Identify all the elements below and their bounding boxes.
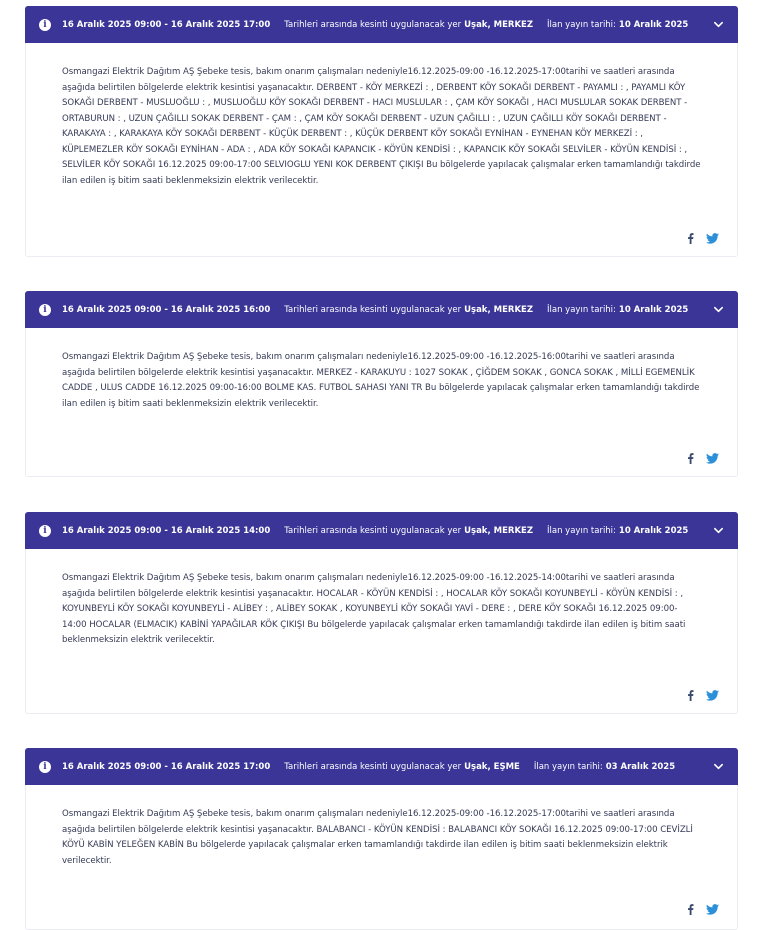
- notice-body: Osmangazi Elektrik Dağıtım AŞ Şebeke tesis, bakım onarım çalışmaları nedeniyle16.12.2025-09:00 -16.12.2025-16:00tarihi ve saatleri arasında aşağıda belirtilen bölgelerde elektrik kesintisi yaşanacaktır. MERKEZ - KARAKUYU : 1027 SOKAK , ÇİĞDEM SOKAK , GONCA SOKAK , MİLLİ EGEMENLİK CADDE , ULUS CADDE 16.12.2025 09:00-16:00 BOLME KAS. FUTBOL SAHASI YANI TR Bu bölgelerde yapılacak çalışmalar erken tamamlandığı takdirde ilan edilen iş bitim saati beklenmeksizin elektrik verilecektir.: [62, 352, 700, 409]
- info-icon: i: [39, 304, 51, 316]
- chevron-down-icon[interactable]: [713, 761, 724, 772]
- publish-label: İlan yayın tarihi:: [547, 304, 616, 315]
- notice-header[interactable]: [25, 291, 738, 328]
- location-text: Tarihleri arasında kesinti uygulanacak yer: [284, 304, 462, 315]
- share-buttons: [687, 690, 719, 701]
- outage-notice-card: [25, 748, 738, 930]
- location-text: Tarihleri arasında kesinti uygulanacak yer: [284, 525, 462, 536]
- facebook-icon[interactable]: [687, 904, 694, 915]
- share-buttons: [687, 233, 719, 244]
- publish-label: İlan yayın tarihi:: [547, 525, 616, 536]
- outage-notice-card: [25, 6, 738, 257]
- outage-notice-card: [25, 512, 738, 714]
- location: Uşak, MERKEZ: [464, 19, 534, 30]
- publish-date: 10 Aralık 2025: [618, 304, 689, 315]
- location: Uşak, MERKEZ: [464, 525, 534, 536]
- chevron-down-icon[interactable]: [713, 304, 724, 315]
- publish-label: İlan yayın tarihi:: [547, 19, 616, 30]
- facebook-icon[interactable]: [687, 233, 694, 244]
- share-buttons: [687, 904, 719, 915]
- facebook-icon[interactable]: [687, 690, 694, 701]
- publish-date: 10 Aralık 2025: [618, 19, 689, 30]
- notice-header[interactable]: [25, 512, 738, 549]
- date-range: 16 Aralık 2025 09:00 - 16 Aralık 2025 17:00: [62, 19, 271, 30]
- publish-label: İlan yayın tarihi:: [533, 761, 603, 772]
- twitter-icon[interactable]: [706, 233, 719, 244]
- publish-date: 10 Aralık 2025: [618, 525, 689, 536]
- chevron-down-icon[interactable]: [713, 19, 724, 30]
- share-buttons: [687, 453, 719, 464]
- chevron-down-icon[interactable]: [713, 525, 724, 536]
- notice-header[interactable]: [25, 6, 738, 43]
- info-icon: i: [39, 19, 51, 31]
- notice-header[interactable]: [25, 748, 738, 785]
- info-icon: i: [39, 761, 51, 773]
- twitter-icon[interactable]: [706, 904, 719, 915]
- location: Uşak, MERKEZ: [464, 304, 534, 315]
- notice-body: Osmangazi Elektrik Dağıtım AŞ Şebeke tesis, bakım onarım çalışmaları nedeniyle16.12.2025-09:00 -16.12.2025-17:00tarihi ve saatleri arasında aşağıda belirtilen bölgelerde elektrik kesintisi yaşanacaktır. DERBENT - KÖY MERKEZİ : , DERBENT KÖY SOKAĞI DERBENT - PAYAMLI : , PAYAMLI KÖY SOKAĞI DERBENT - MUSLUOĞLU : , MUSLUOĞLU KÖY SOKAĞI DERBENT - HACI MUSLULAR : , ÇAM KÖY SOKAĞI , HACI MUSLULAR SOKAK DERBENT - ORTABURUN : , UZUN ÇAĞILLI SOKAK DERBENT - ÇAM : , ÇAM KÖY SOKAĞI DERBENT - UZUN ÇAĞILLI : , UZUN ÇAĞILLI KÖY SOKAĞI DERBENT - KARAKAYA : , KARAKAYA KÖY SOKAĞI DERBENT - KÜÇÜK DERBENT : , KÜÇÜK DERBENT KÖY SOKAĞI EYNİHAN - EYNEHAN KÖY MERKEZİ : , KÜPLEMEZLER KÖY SOKAĞI EYNİHAN - ADA : , ADA KÖY SOKAĞI KAPANCIK - KÖYÜN KENDİSİ : , KAPANCIK KÖY SOKAĞI SELVİLER - KÖYÜN KENDİSİ : , SELVİLER KÖY SOKAĞI 16.12.2025 09:00-17:00 SELVIOGLU YENI KOK DERBENT ÇIKIŞI Bu bölgelerde yapılacak çalışmalar erken tamamlandığı takdirde ilan edilen iş bitim saati beklenmeksizin elektrik verilecektir.: [62, 67, 701, 186]
- date-range: 16 Aralık 2025 09:00 - 16 Aralık 2025 14:00: [62, 525, 271, 536]
- location-text: Tarihleri arasında kesinti uygulanacak yer: [284, 19, 462, 30]
- notice-body: Osmangazi Elektrik Dağıtım AŞ Şebeke tesis, bakım onarım çalışmaları nedeniyle16.12.2025-09:00 -16.12.2025-17:00tarihi ve saatleri arasında aşağıda belirtilen bölgelerde elektrik kesintisi yaşanacaktır. BALABANCI - KÖYÜN KENDİSİ : BALABANCI KÖY SOKAĞI 16.12.2025 09:00-17:00 CEVİZLİ KÖYÜ KABİN YELEĞEN KABİN Bu bölgelerde yapılacak çalışmalar erken tamamlandığı takdirde ilan edilen iş bitim saati beklenmeksizin elektrik verilecektir.: [62, 809, 693, 866]
- publish-date: 03 Aralık 2025: [605, 761, 676, 772]
- twitter-icon[interactable]: [706, 690, 719, 701]
- location-text: Tarihleri arasında kesinti uygulanacak yer: [284, 761, 462, 772]
- date-range: 16 Aralık 2025 09:00 - 16 Aralık 2025 16:00: [62, 304, 271, 315]
- location: Uşak, EŞME: [464, 761, 520, 772]
- facebook-icon[interactable]: [687, 453, 694, 464]
- date-range: 16 Aralık 2025 09:00 - 16 Aralık 2025 17:00: [62, 761, 271, 772]
- twitter-icon[interactable]: [706, 453, 719, 464]
- notice-body: Osmangazi Elektrik Dağıtım AŞ Şebeke tesis, bakım onarım çalışmaları nedeniyle16.12.2025-09:00 -16.12.2025-14:00tarihi ve saatleri arasında aşağıda belirtilen bölgelerde elektrik kesintisi yaşanacaktır. HOCALAR - KÖYÜN KENDİSİ : , HOCALAR KÖY SOKAĞI KOYUNBEYLİ - KÖYÜN KENDİSİ : , KOYUNBEYLİ KÖY SOKAĞI KOYUNBEYLİ - ALİBEY : , ALİBEY SOKAK , KOYUNBEYLİ KÖY SOKAĞI YAVİ - DERE : , DERE KÖY SOKAĞI 16.12.2025 09:00-14:00 HOCALAR (ELMACIK) KABİNİ YAPAĞILAR KÖK ÇIKIŞI Bu bölgelerde yapılacak çalışmalar erken tamamlandığı takdirde ilan edilen iş bitim saati beklenmeksizin elektrik verilecektir.: [62, 573, 686, 645]
- info-icon: i: [39, 525, 51, 537]
- outage-notice-card: [25, 291, 738, 477]
